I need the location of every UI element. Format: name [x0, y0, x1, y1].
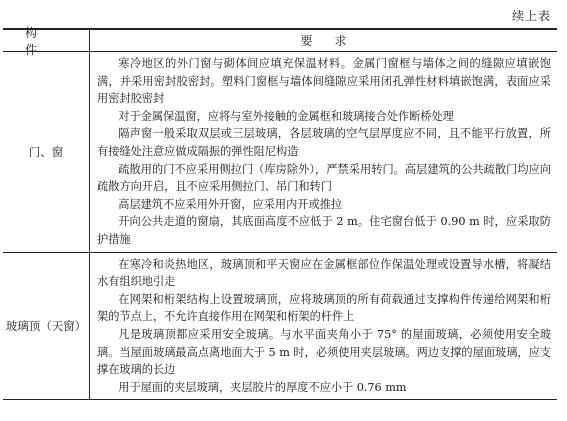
header-requirements: 要求 [300, 34, 369, 48]
requirement-paragraph: 凡是玻璃顶都应采用安全玻璃。与水平面夹角小于 75° 的屋面玻璃，必须使用安全玻璃。当屋面玻璃最高点离地面大于 5 m 时，必须使用夹层玻璃。两边支撑的屋面玻璃，应支撑在玻璃的长边 [97, 327, 551, 377]
requirement-paragraph: 对于金属保温窗，应将与室外接触的金属框和玻璃接合处作断桥处理 [118, 109, 454, 123]
requirements-table [3, 25, 557, 400]
table-row-glass-roof [3, 252, 557, 400]
requirement-paragraph: 开向公共走道的窗扇，其底面高度不应低于 2 m。住宅窗台低于 0.90 m 时，应采取防护措施 [97, 215, 551, 246]
requirement-paragraph: 高层建筑不应采用外开窗，应采用内开或推拉 [118, 197, 343, 211]
continued-label: 续上表 [511, 9, 551, 23]
requirements-cell [90, 52, 557, 252]
requirement-paragraph: 在寒冷和炎热地区，玻璃顶和平天窗应在金属框部位作保温处理或设置导水槽，将凝结水有组织地引走 [97, 257, 551, 289]
table-row-doors-windows [3, 52, 557, 252]
requirement-paragraph: 在网架和桁架结构上设置玻璃顶，应将玻璃顶的所有荷载通过支撑构件传递给网架和桁架的节点上，不允许直接作用在网架和桁架的杆件上 [97, 292, 551, 324]
requirement-paragraph: 隔声窗一般采取双层或三层玻璃，各层玻璃的空气层厚度应不同，且不能平行放置，所有接缝处注意应做成隔振的弹性阻尼构造 [97, 127, 551, 158]
table-header [3, 25, 557, 57]
requirement-paragraph: 寒冷地区的外门窗与砌体间应填充保温材料。金属门窗框与墙体之间的缝隙应填嵌饱满，并采用密封胶密封。塑料门窗框与墙体间缝隙应采用闭孔弹性材料填嵌饱满，表面应采用密封胶密封 [97, 57, 551, 106]
header-component: 构件 [3, 30, 90, 51]
requirements-cell [90, 253, 557, 400]
requirement-paragraph: 用于屋面的夹层玻璃，夹层胶片的厚度不应小于 0.76 mm [118, 380, 407, 394]
component-cell: 门、窗 [3, 52, 90, 252]
component-cell: 玻璃顶（天窗） [3, 253, 90, 400]
requirement-paragraph: 疏散用的门不应采用侧拉门（库房除外），严禁采用转门。高层建筑的公共疏散门均应向疏散方向开启，且不应采用侧拉门、吊门和转门 [97, 162, 551, 194]
